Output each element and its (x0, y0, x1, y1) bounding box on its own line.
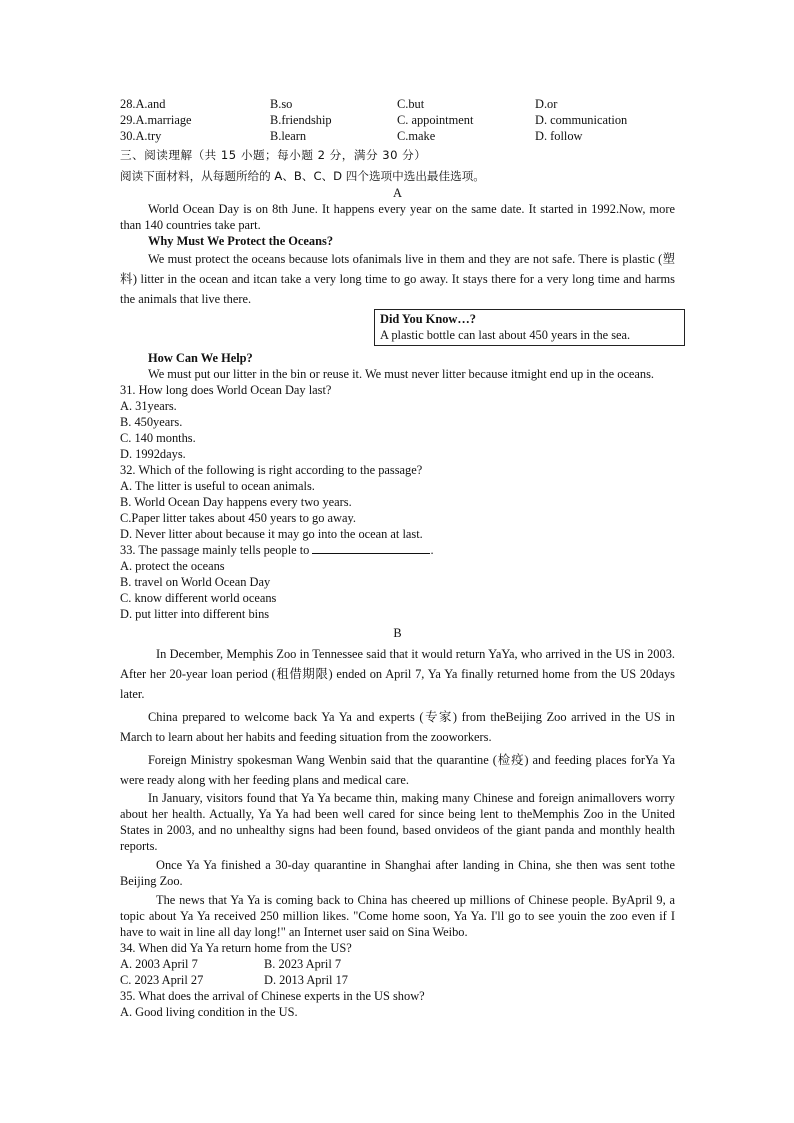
answer-option: A. Good living condition in the US. (120, 1005, 298, 1019)
answer-option: C.Paper litter takes about 450 years to go away. (120, 511, 356, 525)
answer-option: A. 2003 April 7 (120, 957, 198, 971)
did-you-know-box (374, 309, 685, 346)
answer-option: A. protect the oceans (120, 559, 225, 573)
passage-paragraph: In December, Memphis Zoo in Tennessee said that it would return YaYa, who arrived in the US in 2003. After her 20-year loan period (租借期限) ended on April 7, Ya Ya finally returned home from the US 20days later. (120, 647, 675, 701)
question-block (120, 940, 675, 988)
answer-option: A. 31years. (120, 399, 177, 413)
answer-option: D. put litter into different bins (120, 607, 270, 621)
question-block (120, 462, 675, 542)
option-d: D. follow (535, 129, 583, 143)
answer-option: A. The litter is useful to ocean animals. (120, 479, 315, 493)
cloze-row (120, 96, 675, 112)
answer-option: D. 2013 April 17 (264, 973, 348, 987)
question-block (120, 988, 675, 1020)
option-c: C.make (397, 129, 436, 143)
option-a: 30.A.try (120, 129, 162, 143)
option-b: B.so (270, 97, 293, 111)
question-text: 32. Which of the following is right according to the passage? (120, 463, 423, 477)
answer-option: C. know different world oceans (120, 591, 277, 605)
question-text: 35. What does the arrival of Chinese experts in the US show? (120, 989, 425, 1003)
passage-label: B (393, 626, 402, 640)
question-text: 31. How long does World Ocean Day last? (120, 383, 332, 397)
question-block (120, 542, 675, 622)
answer-option: B. 2023 April 7 (264, 957, 342, 971)
passage-paragraph: Foreign Ministry spokesman Wang Wenbin said that the quarantine (检疫) and feeding places forYa Ya were ready along with her feeding plans and medical care. (120, 753, 675, 787)
passage-paragraph: We must put our litter in the bin or reuse it. We must never litter because itmight end up in the oceans. (148, 367, 655, 381)
passage-paragraph: Once Ya Ya finished a 30-day quarantine in Shanghai after landing in China, she then was sent tothe Beijing Zoo. (120, 858, 675, 888)
box-text: A plastic bottle can last about 450 years in the sea. (380, 328, 631, 342)
passage-paragraph: The news that Ya Ya is coming back to China has cheered up millions of Chinese people. ByApril 9, a topic about Ya Ya received 250 million likes. "Come home soon, Ya Ya. I'll go to see youin the zoo even if I have to wait in line all day long!" an Internet user said on Sina Weibo. (120, 893, 675, 939)
answer-option: D. Never litter about because it may go into the ocean at last. (120, 527, 423, 541)
cloze-row (120, 128, 675, 144)
answer-option: B. World Ocean Day happens every two years. (120, 495, 352, 509)
section-instruction: 阅读下面材料，从每题所给的 A、B、C、D 四个选项中选出最佳选项。 (120, 169, 485, 183)
option-b: B.friendship (270, 113, 332, 127)
passage-heading: Why Must We Protect the Oceans? (148, 234, 334, 248)
answer-option: B. 450years. (120, 415, 183, 429)
question-line: 33. The passage mainly tells people to . (120, 543, 434, 557)
section-title: 三、阅读理解（共 15 小题；每小题 2 分，满分 30 分） (120, 148, 427, 162)
passage-paragraph: We must protect the oceans because lots ofanimals live in them and they are not safe. There is plastic (塑料) litter in the ocean and itcan take a very long time to go away. It stays there for a very long time and harms the animals that live there. (120, 252, 675, 306)
cloze-options (120, 96, 675, 144)
answer-option: B. travel on World Ocean Day (120, 575, 271, 589)
answer-option: C. 2023 April 27 (120, 973, 204, 987)
answer-option: C. 140 months. (120, 431, 196, 445)
cloze-row (120, 112, 675, 128)
question-text: 34. When did Ya Ya return home from the US? (120, 941, 352, 955)
passage-paragraph: In January, visitors found that Ya Ya became thin, making many Chinese and foreign animallovers worry about her health. Actually, Ya Ya had been well cared for since being lent to theMemphis Zoo in the United States in 2003, and no unhealthy signs had been found, based onvideos of the giant panda and monthly health reports. (120, 791, 675, 853)
passage-heading: How Can We Help? (148, 351, 253, 365)
passage-label: A (393, 186, 402, 200)
option-c: C. appointment (397, 113, 474, 127)
question-text: 33. The passage mainly tells people to (120, 543, 310, 557)
option-a: 29.A.marriage (120, 113, 192, 127)
option-d: D. communication (535, 113, 628, 127)
option-b: B.learn (270, 129, 307, 143)
answer-option-row (120, 956, 675, 972)
option-c: C.but (397, 97, 425, 111)
option-d: D.or (535, 97, 558, 111)
box-title: Did You Know…? (380, 312, 476, 326)
answer-option-row (120, 972, 675, 988)
answer-blank (312, 542, 430, 554)
exam-page (120, 96, 675, 1020)
option-a: 28.A.and (120, 97, 166, 111)
passage-paragraph: China prepared to welcome back Ya Ya and experts (专家) from theBeijing Zoo arrived in the US in March to learn about her habits and feeding situation from the zooworkers. (120, 710, 675, 744)
passage-paragraph: World Ocean Day is on 8th June. It happens every year on the same date. It started in 1992.Now, more than 140 countries take part. (120, 202, 675, 232)
answer-option: D. 1992days. (120, 447, 186, 461)
question-block (120, 382, 675, 462)
